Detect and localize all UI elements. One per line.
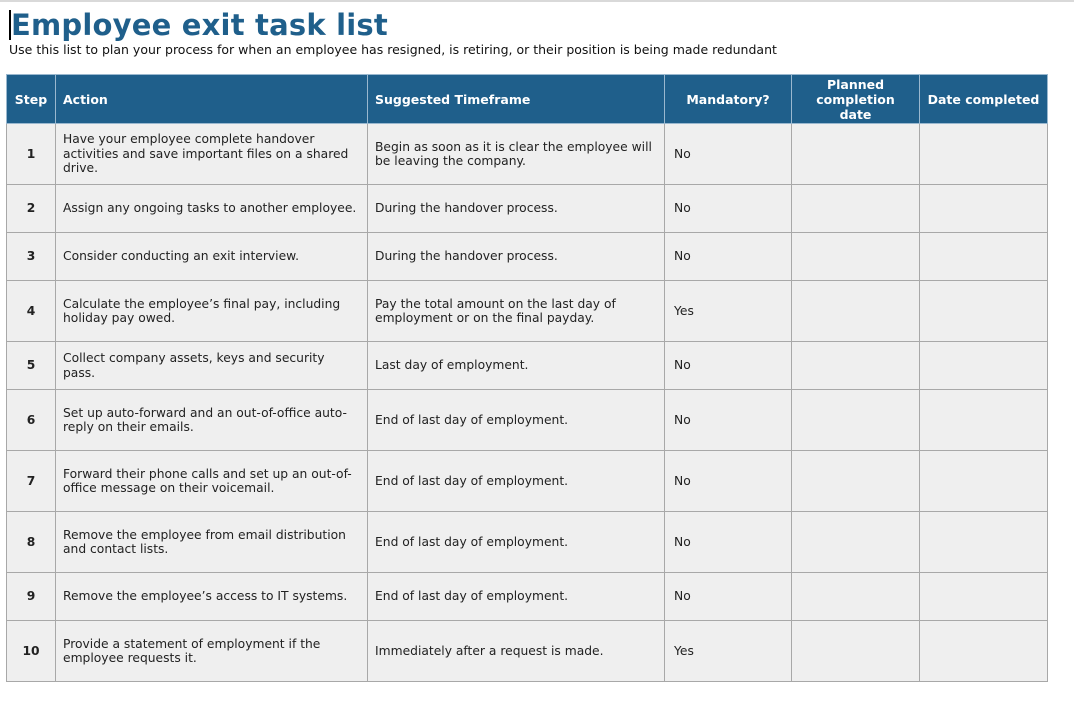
table-row <box>7 573 1048 621</box>
step-cell[interactable]: 5 <box>7 342 56 390</box>
date-completed-cell[interactable] <box>920 451 1048 512</box>
mandatory-cell[interactable]: No <box>665 342 792 390</box>
timeframe-cell[interactable]: Begin as soon as it is clear the employee will be leaving the company. <box>368 124 665 185</box>
mandatory-cell[interactable]: Yes <box>665 281 792 342</box>
step-cell[interactable]: 6 <box>7 390 56 451</box>
date-completed-cell[interactable] <box>920 621 1048 682</box>
timeframe-cell[interactable]: Pay the total amount on the last day of employment or on the final payday. <box>368 281 665 342</box>
action-cell[interactable]: Forward their phone calls and set up an out-of-office message on their voicemail. <box>56 451 368 512</box>
table-row <box>7 185 1048 233</box>
date-completed-cell[interactable] <box>920 233 1048 281</box>
page-subtitle[interactable]: Use this list to plan your process for when an employee has resigned, is retiring, or their position is being made redundant <box>9 42 777 57</box>
step-cell[interactable]: 10 <box>7 621 56 682</box>
date-completed-cell[interactable] <box>920 281 1048 342</box>
mandatory-cell[interactable]: No <box>665 185 792 233</box>
table-header-row <box>7 75 1048 124</box>
action-cell[interactable]: Provide a statement of employment if the employee requests it. <box>56 621 368 682</box>
timeframe-cell[interactable]: During the handover process. <box>368 233 665 281</box>
table-row <box>7 281 1048 342</box>
action-cell[interactable]: Remove the employee from email distribution and contact lists. <box>56 512 368 573</box>
page-title[interactable]: Employee exit task list <box>11 8 388 42</box>
table-row <box>7 390 1048 451</box>
step-cell[interactable]: 3 <box>7 233 56 281</box>
table-row <box>7 451 1048 512</box>
table-row <box>7 621 1048 682</box>
timeframe-cell[interactable]: Last day of employment. <box>368 342 665 390</box>
mandatory-cell[interactable]: No <box>665 124 792 185</box>
action-cell[interactable]: Assign any ongoing tasks to another employee. <box>56 185 368 233</box>
mandatory-cell[interactable]: No <box>665 451 792 512</box>
date-completed-cell[interactable] <box>920 185 1048 233</box>
step-cell[interactable]: 4 <box>7 281 56 342</box>
timeframe-cell[interactable]: End of last day of employment. <box>368 451 665 512</box>
timeframe-cell[interactable]: End of last day of employment. <box>368 573 665 621</box>
timeframe-cell[interactable]: Immediately after a request is made. <box>368 621 665 682</box>
mandatory-cell[interactable]: No <box>665 573 792 621</box>
header-timeframe[interactable]: Suggested Timeframe <box>368 75 665 124</box>
mandatory-cell[interactable]: No <box>665 233 792 281</box>
planned-date-cell[interactable] <box>792 512 920 573</box>
header-date-completed[interactable]: Date completed <box>920 75 1048 124</box>
step-cell[interactable]: 2 <box>7 185 56 233</box>
mandatory-cell[interactable]: No <box>665 390 792 451</box>
header-mandatory[interactable]: Mandatory? <box>665 75 792 124</box>
action-cell[interactable]: Set up auto-forward and an out-of-office auto-reply on their emails. <box>56 390 368 451</box>
exit-task-table <box>6 74 1048 682</box>
planned-date-cell[interactable] <box>792 451 920 512</box>
action-cell[interactable]: Collect company assets, keys and security pass. <box>56 342 368 390</box>
step-cell[interactable]: 7 <box>7 451 56 512</box>
mandatory-cell[interactable]: No <box>665 512 792 573</box>
date-completed-cell[interactable] <box>920 124 1048 185</box>
step-cell[interactable]: 8 <box>7 512 56 573</box>
date-completed-cell[interactable] <box>920 573 1048 621</box>
mandatory-cell[interactable]: Yes <box>665 621 792 682</box>
date-completed-cell[interactable] <box>920 512 1048 573</box>
header-planned-date[interactable]: Planned completion date <box>792 75 920 124</box>
table-row <box>7 512 1048 573</box>
planned-date-cell[interactable] <box>792 621 920 682</box>
action-cell[interactable]: Remove the employee’s access to IT systems. <box>56 573 368 621</box>
title-area <box>9 7 388 43</box>
header-step[interactable]: Step <box>7 75 56 124</box>
planned-date-cell[interactable] <box>792 233 920 281</box>
table-row <box>7 342 1048 390</box>
planned-date-cell[interactable] <box>792 281 920 342</box>
header-action[interactable]: Action <box>56 75 368 124</box>
step-cell[interactable]: 1 <box>7 124 56 185</box>
planned-date-cell[interactable] <box>792 390 920 451</box>
date-completed-cell[interactable] <box>920 390 1048 451</box>
timeframe-cell[interactable]: End of last day of employment. <box>368 390 665 451</box>
date-completed-cell[interactable] <box>920 342 1048 390</box>
timeframe-cell[interactable]: During the handover process. <box>368 185 665 233</box>
action-cell[interactable]: Consider conducting an exit interview. <box>56 233 368 281</box>
action-cell[interactable]: Have your employee complete handover activities and save important files on a shared drive. <box>56 124 368 185</box>
step-cell[interactable]: 9 <box>7 573 56 621</box>
timeframe-cell[interactable]: End of last day of employment. <box>368 512 665 573</box>
table-row <box>7 124 1048 185</box>
planned-date-cell[interactable] <box>792 185 920 233</box>
top-divider <box>0 0 1074 2</box>
planned-date-cell[interactable] <box>792 124 920 185</box>
table-row <box>7 233 1048 281</box>
action-cell[interactable]: Calculate the employee’s final pay, including holiday pay owed. <box>56 281 368 342</box>
planned-date-cell[interactable] <box>792 573 920 621</box>
planned-date-cell[interactable] <box>792 342 920 390</box>
